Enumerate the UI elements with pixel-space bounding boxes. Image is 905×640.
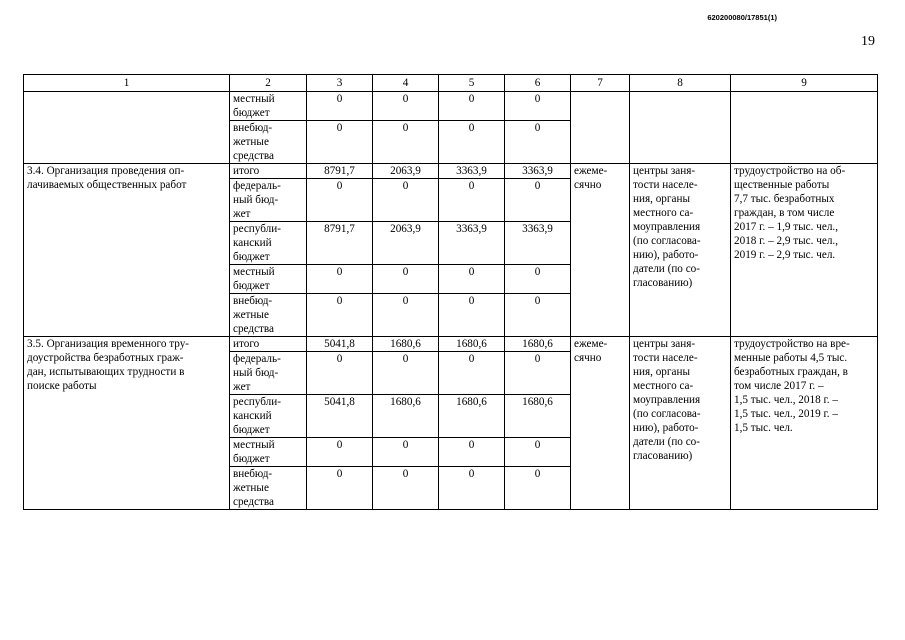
value-cell: 0 (307, 467, 373, 510)
value-cell: 0 (505, 265, 571, 294)
value-cell: 0 (505, 352, 571, 395)
funding-source: федераль- ный бюд- жет (230, 352, 307, 395)
funding-source: местный бюджет (230, 265, 307, 294)
table-row (24, 337, 878, 352)
page-number: 19 (861, 34, 875, 49)
funding-source: федераль- ный бюд- жет (230, 179, 307, 222)
value-cell: 0 (307, 294, 373, 337)
funding-source: республи- канский бюджет (230, 395, 307, 438)
value-cell: 0 (439, 265, 505, 294)
column-number: 6 (505, 75, 571, 92)
value-cell: 0 (505, 294, 571, 337)
value-cell: 0 (505, 121, 571, 164)
funding-source: местный бюджет (230, 438, 307, 467)
value-cell: 0 (505, 92, 571, 121)
column-number: 3 (307, 75, 373, 92)
value-cell: 0 (307, 92, 373, 121)
value-cell: 0 (307, 438, 373, 467)
value-cell: 0 (307, 265, 373, 294)
period-cell: ежеме- сячно (571, 164, 630, 337)
value-cell: 0 (439, 179, 505, 222)
item-name: 3.5. Организация временного тру- доустройства безработных граж- дан, испытывающих трудности в поиске работы (24, 337, 230, 510)
value-cell: 0 (373, 121, 439, 164)
funding-source: внебюд- жетные средства (230, 467, 307, 510)
value-cell: 0 (307, 179, 373, 222)
column-number: 5 (439, 75, 505, 92)
item-name-cell (24, 92, 230, 164)
value-cell: 2063,9 (373, 222, 439, 265)
value-cell: 5041,8 (307, 337, 373, 352)
value-cell: 8791,7 (307, 222, 373, 265)
value-cell: 0 (505, 179, 571, 222)
value-cell: 0 (439, 467, 505, 510)
table-row (24, 92, 878, 121)
program-table (23, 74, 878, 510)
result-cell: трудоустройство на вре- менные работы 4,5 тыс. безработных граждан, в том числе 2017 г. – 1,5 тыс. чел., 2018 г. – 1,5 тыс. чел., 2019 г. – 1,5 тыс. чел. (731, 337, 878, 510)
value-cell: 0 (439, 438, 505, 467)
value-cell: 0 (439, 121, 505, 164)
column-number: 7 (571, 75, 630, 92)
funding-source: итого (230, 164, 307, 179)
column-number-row (24, 75, 878, 92)
value-cell: 0 (373, 352, 439, 395)
value-cell: 3363,9 (439, 164, 505, 179)
period-cell: ежеме- сячно (571, 337, 630, 510)
funding-source: республи- канский бюджет (230, 222, 307, 265)
item-name: 3.4. Организация проведения оп- лачиваемых общественных работ (24, 164, 230, 337)
funding-source: местный бюджет (230, 92, 307, 121)
document-id: 620200080/17851(1) (707, 13, 777, 22)
value-cell: 3363,9 (505, 222, 571, 265)
value-cell: 0 (373, 438, 439, 467)
value-cell: 0 (439, 294, 505, 337)
value-cell: 0 (439, 92, 505, 121)
value-cell: 0 (307, 352, 373, 395)
executors-cell (630, 92, 731, 164)
funding-source: итого (230, 337, 307, 352)
value-cell: 0 (307, 121, 373, 164)
value-cell: 5041,8 (307, 395, 373, 438)
value-cell: 3363,9 (505, 164, 571, 179)
value-cell: 3363,9 (439, 222, 505, 265)
result-cell: трудоустройство на об- щественные работы 7,7 тыс. безработных граждан, в том числе 2017 г. – 1,9 тыс. чел., 2018 г. – 2,9 тыс. чел., 2019 г. – 2,9 тыс. чел. (731, 164, 878, 337)
column-number: 8 (630, 75, 731, 92)
period-cell (571, 92, 630, 164)
column-number: 4 (373, 75, 439, 92)
executors-cell: центры заня- тости населе- ния, органы местного са- моуправления (по согласова- нию), работо- датели (по со- гласованию) (630, 337, 731, 510)
value-cell: 0 (373, 294, 439, 337)
value-cell: 8791,7 (307, 164, 373, 179)
value-cell: 0 (505, 467, 571, 510)
value-cell: 0 (373, 92, 439, 121)
column-number: 2 (230, 75, 307, 92)
value-cell: 2063,9 (373, 164, 439, 179)
value-cell: 0 (373, 179, 439, 222)
value-cell: 0 (505, 438, 571, 467)
table-row (24, 164, 878, 179)
result-cell (731, 92, 878, 164)
funding-source: внебюд- жетные средства (230, 294, 307, 337)
column-number: 9 (731, 75, 878, 92)
funding-source: внебюд- жетные средства (230, 121, 307, 164)
value-cell: 1680,6 (505, 337, 571, 352)
value-cell: 1680,6 (439, 337, 505, 352)
value-cell: 1680,6 (373, 337, 439, 352)
value-cell: 1680,6 (505, 395, 571, 438)
value-cell: 0 (373, 265, 439, 294)
value-cell: 1680,6 (439, 395, 505, 438)
value-cell: 0 (439, 352, 505, 395)
column-number: 1 (24, 75, 230, 92)
value-cell: 1680,6 (373, 395, 439, 438)
executors-cell: центры заня- тости населе- ния, органы местного са- моуправления (по согласова- нию), работо- датели (по со- гласованию) (630, 164, 731, 337)
value-cell: 0 (373, 467, 439, 510)
